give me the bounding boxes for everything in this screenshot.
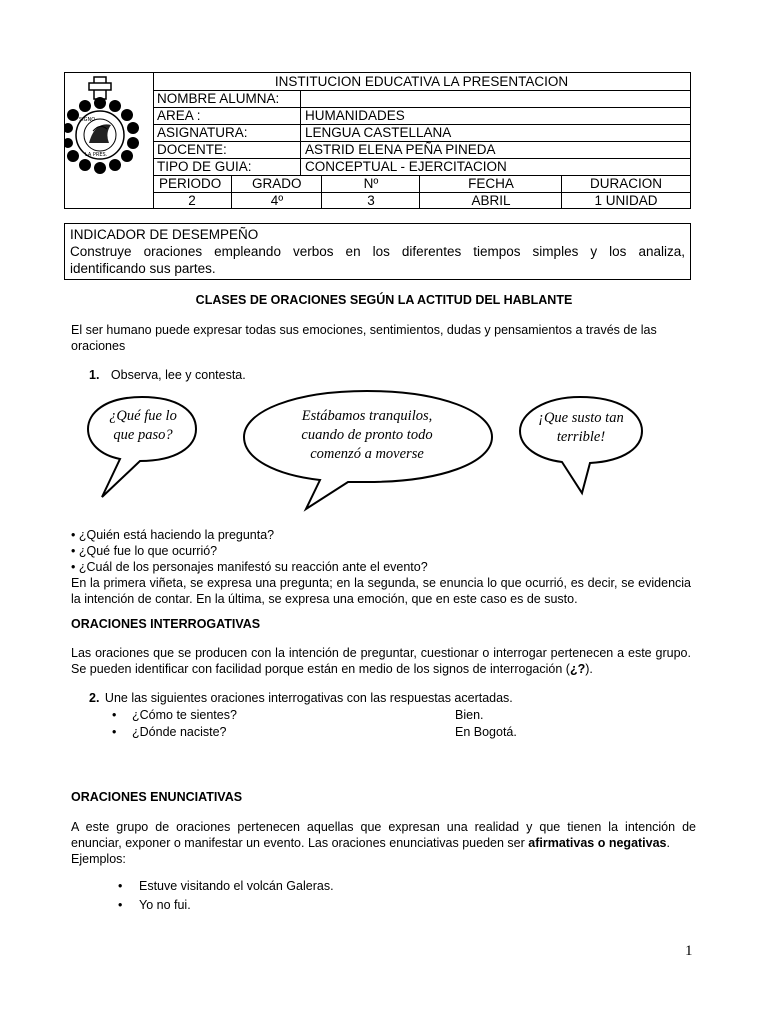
docente-label: DOCENTE: xyxy=(157,142,227,157)
header-row-area xyxy=(153,107,690,125)
indicator-title: INDICADOR DE DESEMPEÑO xyxy=(70,227,259,242)
exercise-2-answer-2[interactable]: En Bogotá. xyxy=(455,725,517,739)
bubble-3-line-1: ¡Que susto tan xyxy=(538,410,624,426)
val-duracion: 1 UNIDAD xyxy=(561,192,690,209)
bubble-1-line-2: que paso? xyxy=(113,427,173,443)
bubble-1-text xyxy=(98,407,188,445)
interrogativas-line-2-text: Se pueden identificar con facilidad porque están en medio de los signos de interrogación ( xyxy=(71,662,570,676)
header-row-institution xyxy=(153,73,690,91)
col-duracion: DURACION xyxy=(561,175,690,192)
bubble-3-text xyxy=(528,409,634,447)
example-2-text: Yo no fui. xyxy=(139,898,191,912)
interrogativas-line-2 xyxy=(71,661,691,677)
question-3-text: ¿Cuál de los personajes manifestó su reacción ante el evento? xyxy=(78,560,428,574)
interrogativas-paragraph xyxy=(71,645,691,677)
section-title: CLASES DE ORACIONES SEGÚN LA ACTITUD DEL HABLANTE xyxy=(195,293,573,307)
exercise-1-number: 1. xyxy=(89,368,100,382)
tipo-label: TIPO DE GUIA: xyxy=(157,159,252,174)
page-number: 1 xyxy=(685,943,693,959)
asignatura-value: LENGUA CASTELLANA xyxy=(300,124,690,141)
nombre-field[interactable] xyxy=(300,90,690,107)
enunciativas-line-1: A este grupo de oraciones pertenecen aquellas que expresan una realidad y que tienen la intención de xyxy=(71,820,696,834)
col-periodo: PERIODO xyxy=(159,176,222,191)
explanation-line-1: En la primera viñeta, se expresa una pregunta; en la segunda, se enuncia lo que ocurrió, es decir, se evidencia xyxy=(71,576,691,590)
val-fecha: ABRIL xyxy=(419,192,562,209)
example-item-1: • Estuve visitando el volcán Galeras. xyxy=(118,879,334,893)
interrogativas-line-1: Las oraciones que se producen con la intención de preguntar, cuestionar o interrogar pertenecen a este grupo. xyxy=(71,646,691,660)
nombre-label: NOMBRE ALUMNA: xyxy=(157,91,280,106)
svg-text:SIGNO: SIGNO xyxy=(79,117,96,123)
school-logo xyxy=(65,73,154,208)
institution-name: INSTITUCION EDUCATIVA LA PRESENTACION xyxy=(274,74,569,89)
indicator-line-1: Construye oraciones empleando verbos en los diferentes tiempos simples y los analiza, xyxy=(70,244,685,259)
asignatura-label: ASIGNATURA: xyxy=(157,125,248,140)
svg-text:LA PRES.: LA PRES. xyxy=(85,152,108,158)
exercise-2-question-1: ¿Cómo te sientes? xyxy=(132,708,237,722)
interrogation-signs: ¿? xyxy=(569,662,586,676)
col-grado: GRADO xyxy=(231,175,342,192)
enunciativas-line-2 xyxy=(71,835,696,851)
header-row-columns xyxy=(153,175,690,193)
exercise-2-text: Une las siguientes oraciones interrogativas con las respuestas acertadas. xyxy=(104,691,513,705)
bubble-2-line-1: Estábamos tranquilos, xyxy=(301,408,433,424)
explanation-line-2: la intención de contar. En la última, se expresa una emoción, que en este caso es de susto. xyxy=(71,592,578,606)
question-item: • ¿Cuál de los personajes manifestó su reacción ante el evento? xyxy=(71,560,428,574)
question-item: • ¿Quién está haciendo la pregunta? xyxy=(71,528,275,542)
val-periodo: 2 xyxy=(188,193,196,208)
example-item-2: • Yo no fui. xyxy=(118,898,191,912)
exercise-2-question-2: ¿Dónde naciste? xyxy=(132,725,227,739)
bubble-3-line-2: terrible! xyxy=(556,429,606,445)
area-value: HUMANIDADES xyxy=(300,107,690,124)
interrogativas-title: ORACIONES INTERROGATIVAS xyxy=(71,617,261,631)
area-label: AREA : xyxy=(157,108,201,123)
exercise-1 xyxy=(89,367,246,383)
val-numero: 3 xyxy=(321,192,420,209)
header-row-asignatura xyxy=(153,124,690,142)
exercise-2-answer-1[interactable]: Bien. xyxy=(455,708,484,722)
enunciativas-line-3: Ejemplos: xyxy=(71,852,126,866)
header-row-nombre xyxy=(153,90,690,108)
bubble-1-line-1: ¿Qué fue lo xyxy=(109,408,177,424)
header-row-docente xyxy=(153,141,690,159)
enunciativas-line-2-end: . xyxy=(666,836,670,850)
question-1-text: ¿Quién está haciendo la pregunta? xyxy=(78,528,275,542)
bubble-2-text xyxy=(262,407,472,464)
enunciativas-line-2-text: enunciar, exponer o manifestar un evento. Las oraciones enunciativas pueden ser xyxy=(71,836,529,850)
afirmativas-negativas: afirmativas o negativas xyxy=(528,836,667,850)
questions-block xyxy=(71,527,691,607)
tipo-value: CONCEPTUAL - EJERCITACION xyxy=(300,158,690,175)
exercise-2 xyxy=(89,690,513,706)
interrogativas-line-2-end: ). xyxy=(585,662,593,676)
indicator-line-2: identificando sus partes. xyxy=(70,261,216,276)
example-1-text: Estuve visitando el volcán Galeras. xyxy=(139,879,334,893)
col-numero: Nº xyxy=(321,175,420,192)
header-row-tipo xyxy=(153,158,690,176)
val-grado: 4º xyxy=(231,192,322,209)
header-row-values xyxy=(153,192,690,209)
exercise-2-item-1: • ¿Cómo te sientes? xyxy=(112,708,237,722)
docente-value: ASTRID ELENA PEÑA PINEDA xyxy=(300,141,690,158)
bubble-2-line-3: comenzó a moverse xyxy=(310,446,424,462)
exercise-2-item-2: • ¿Dónde naciste? xyxy=(112,725,227,739)
enunciativas-paragraph xyxy=(71,819,696,867)
question-2-text: ¿Qué fue lo que ocurrió? xyxy=(78,544,218,558)
enunciativas-title: ORACIONES ENUNCIATIVAS xyxy=(71,790,243,804)
intro-line-2: oraciones xyxy=(71,339,126,353)
intro-paragraph xyxy=(71,322,691,354)
indicator-box xyxy=(64,223,691,280)
header-table xyxy=(64,72,691,209)
exercise-2-number: 2. xyxy=(89,691,100,705)
question-item: • ¿Qué fue lo que ocurrió? xyxy=(71,544,218,558)
col-fecha: FECHA xyxy=(419,175,562,192)
exercise-1-text: Observa, lee y contesta. xyxy=(110,368,246,382)
intro-line-1: El ser humano puede expresar todas sus emociones, sentimientos, dudas y pensamientos a través de las xyxy=(71,323,657,337)
bubble-2-line-2: cuando de pronto todo xyxy=(301,427,433,443)
